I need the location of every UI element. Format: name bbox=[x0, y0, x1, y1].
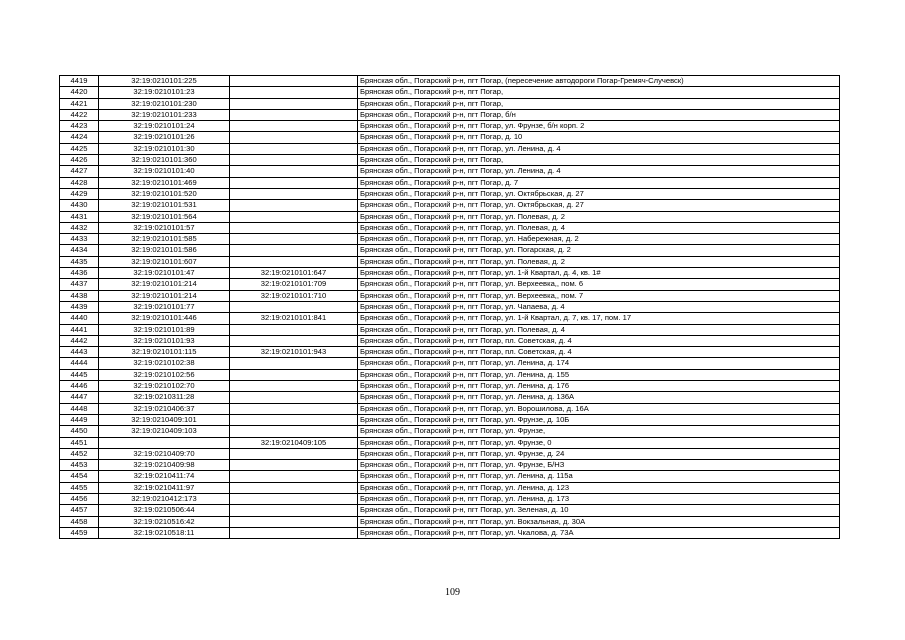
table-row bbox=[60, 460, 840, 471]
address-cell: Брянская обл., Погарский р-н, пгт Погар, ул. Октябрьская, д. 27 bbox=[358, 188, 840, 199]
cadastral-number-cell: 32:19:0210412:173 bbox=[99, 493, 230, 504]
object-cadastral-number-cell bbox=[230, 493, 358, 504]
row-number-cell: 4432 bbox=[60, 222, 99, 233]
row-number-cell: 4453 bbox=[60, 460, 99, 471]
cadastral-number-cell: 32:19:0210102:70 bbox=[99, 381, 230, 392]
address-cell: Брянская обл., Погарский р-н, пгт Погар, ул. Чкалова, д. 73А bbox=[358, 527, 840, 538]
table-row bbox=[60, 505, 840, 516]
table-row bbox=[60, 87, 840, 98]
cadastral-number-cell: 32:19:0210102:56 bbox=[99, 369, 230, 380]
cadastral-number-cell: 32:19:0210101:360 bbox=[99, 155, 230, 166]
row-number-cell: 4419 bbox=[60, 76, 99, 87]
address-cell: Брянская обл., Погарский р-н, пгт Погар, ул. Чапаева, д. 4 bbox=[358, 301, 840, 312]
cadastral-number-cell: 32:19:0210101:564 bbox=[99, 211, 230, 222]
address-cell: Брянская обл., Погарский р-н, пгт Погар, ул. Фрунзе, Б/НЗ bbox=[358, 460, 840, 471]
table-row bbox=[60, 369, 840, 380]
row-number-cell: 4427 bbox=[60, 166, 99, 177]
address-cell: Брянская обл., Погарский р-н, пгт Погар, ул. Ленина, д. 176 bbox=[358, 381, 840, 392]
row-number-cell: 4454 bbox=[60, 471, 99, 482]
table-row bbox=[60, 268, 840, 279]
row-number-cell: 4451 bbox=[60, 437, 99, 448]
object-cadastral-number-cell: 32:19:0210101:709 bbox=[230, 279, 358, 290]
object-cadastral-number-cell bbox=[230, 87, 358, 98]
table-row bbox=[60, 200, 840, 211]
object-cadastral-number-cell bbox=[230, 335, 358, 346]
cadastral-number-cell: 32:19:0210101:115 bbox=[99, 347, 230, 358]
address-cell: Брянская обл., Погарский р-н, пгт Погар, ул. Ленина, д. 4 bbox=[358, 143, 840, 154]
row-number-cell: 4435 bbox=[60, 256, 99, 267]
address-cell: Брянская обл., Погарский р-н, пгт Погар, ул. Ленина, д. 4 bbox=[358, 166, 840, 177]
cadastral-number-cell: 32:19:0210102:38 bbox=[99, 358, 230, 369]
table-row bbox=[60, 347, 840, 358]
object-cadastral-number-cell: 32:19:0210101:943 bbox=[230, 347, 358, 358]
table-row bbox=[60, 98, 840, 109]
object-cadastral-number-cell bbox=[230, 471, 358, 482]
table-row bbox=[60, 482, 840, 493]
row-number-cell: 4433 bbox=[60, 234, 99, 245]
table-row bbox=[60, 313, 840, 324]
cadastral-number-cell: 32:19:0210101:225 bbox=[99, 76, 230, 87]
address-cell: Брянская обл., Погарский р-н, пгт Погар, ул. Полевая, д. 2 bbox=[358, 256, 840, 267]
object-cadastral-number-cell bbox=[230, 516, 358, 527]
address-cell: Брянская обл., Погарский р-н, пгт Погар, ул. Полевая, д. 4 bbox=[358, 324, 840, 335]
cadastral-number-cell: 32:19:0210101:26 bbox=[99, 132, 230, 143]
object-cadastral-number-cell bbox=[230, 426, 358, 437]
row-number-cell: 4434 bbox=[60, 245, 99, 256]
row-number-cell: 4442 bbox=[60, 335, 99, 346]
cadastral-number-cell: 32:19:0210409:103 bbox=[99, 426, 230, 437]
cadastral-number-cell: 32:19:0210101:23 bbox=[99, 87, 230, 98]
address-cell: Брянская обл., Погарский р-н, пгт Погар, ул. Ленина, д. 155 bbox=[358, 369, 840, 380]
address-cell: Брянская обл., Погарский р-н, пгт Погар, bbox=[358, 98, 840, 109]
cadastral-number-cell: 32:19:0210101:47 bbox=[99, 268, 230, 279]
object-cadastral-number-cell bbox=[230, 358, 358, 369]
table-row bbox=[60, 132, 840, 143]
cadastral-number-cell: 32:19:0210101:89 bbox=[99, 324, 230, 335]
row-number-cell: 4450 bbox=[60, 426, 99, 437]
table-row bbox=[60, 290, 840, 301]
table-row bbox=[60, 437, 840, 448]
address-cell: Брянская обл., Погарский р-н, пгт Погар, ул. 1-й Квартал, д. 4, кв. 1# bbox=[358, 268, 840, 279]
address-cell: Брянская обл., Погарский р-н, пгт Погар, ул. Фрунзе, д. 10Б bbox=[358, 414, 840, 425]
object-cadastral-number-cell: 32:19:0210101:710 bbox=[230, 290, 358, 301]
row-number-cell: 4452 bbox=[60, 448, 99, 459]
address-cell: Брянская обл., Погарский р-н, пгт Погар, ул. Октябрьская, д. 27 bbox=[358, 200, 840, 211]
cadastral-number-cell: 32:19:0210409:101 bbox=[99, 414, 230, 425]
table-row bbox=[60, 222, 840, 233]
object-cadastral-number-cell: 32:19:0210101:841 bbox=[230, 313, 358, 324]
table-row bbox=[60, 177, 840, 188]
object-cadastral-number-cell bbox=[230, 381, 358, 392]
table-row bbox=[60, 211, 840, 222]
address-cell: Брянская обл., Погарский р-н, пгт Погар, ул. 1-й Квартал, д. 7, кв. 17, пом. 17 bbox=[358, 313, 840, 324]
address-cell: Брянская обл., Погарский р-н, пгт Погар, ул. Вокзальная, д. 30А bbox=[358, 516, 840, 527]
registry-table-body bbox=[60, 76, 840, 539]
table-row bbox=[60, 358, 840, 369]
address-cell: Брянская обл., Погарский р-н, пгт Погар, ул. Фрунзе, д. 24 bbox=[358, 448, 840, 459]
address-cell: Брянская обл., Погарский р-н, пгт Погар, bbox=[358, 155, 840, 166]
registry-table bbox=[59, 75, 840, 539]
table-row bbox=[60, 143, 840, 154]
row-number-cell: 4445 bbox=[60, 369, 99, 380]
table-row bbox=[60, 426, 840, 437]
object-cadastral-number-cell bbox=[230, 222, 358, 233]
row-number-cell: 4429 bbox=[60, 188, 99, 199]
object-cadastral-number-cell bbox=[230, 143, 358, 154]
row-number-cell: 4440 bbox=[60, 313, 99, 324]
address-cell: Брянская обл., Погарский р-н, пгт Погар, пл. Советская, д. 4 bbox=[358, 335, 840, 346]
cadastral-number-cell: 32:19:0210101:57 bbox=[99, 222, 230, 233]
object-cadastral-number-cell bbox=[230, 200, 358, 211]
object-cadastral-number-cell bbox=[230, 109, 358, 120]
object-cadastral-number-cell bbox=[230, 324, 358, 335]
row-number-cell: 4421 bbox=[60, 98, 99, 109]
object-cadastral-number-cell bbox=[230, 460, 358, 471]
row-number-cell: 4446 bbox=[60, 381, 99, 392]
address-cell: Брянская обл., Погарский р-н, пгт Погар, ул. Верхеевка,, пом. 7 bbox=[358, 290, 840, 301]
cadastral-number-cell: 32:19:0210101:30 bbox=[99, 143, 230, 154]
cadastral-number-cell: 32:19:0210101:233 bbox=[99, 109, 230, 120]
address-cell: Брянская обл., Погарский р-н, пгт Погар, ул. Фрунзе, 0 bbox=[358, 437, 840, 448]
address-cell: Брянская обл., Погарский р-н, пгт Погар, пл. Советская, д. 4 bbox=[358, 347, 840, 358]
object-cadastral-number-cell bbox=[230, 211, 358, 222]
row-number-cell: 4448 bbox=[60, 403, 99, 414]
object-cadastral-number-cell bbox=[230, 482, 358, 493]
cadastral-number-cell: 32:19:0210101:77 bbox=[99, 301, 230, 312]
row-number-cell: 4441 bbox=[60, 324, 99, 335]
object-cadastral-number-cell bbox=[230, 76, 358, 87]
object-cadastral-number-cell bbox=[230, 98, 358, 109]
row-number-cell: 4444 bbox=[60, 358, 99, 369]
table-row bbox=[60, 324, 840, 335]
object-cadastral-number-cell: 32:19:0210409:105 bbox=[230, 437, 358, 448]
object-cadastral-number-cell bbox=[230, 301, 358, 312]
object-cadastral-number-cell bbox=[230, 188, 358, 199]
row-number-cell: 4458 bbox=[60, 516, 99, 527]
cadastral-number-cell: 32:19:0210311:28 bbox=[99, 392, 230, 403]
row-number-cell: 4422 bbox=[60, 109, 99, 120]
row-number-cell: 4447 bbox=[60, 392, 99, 403]
cadastral-number-cell: 32:19:0210101:446 bbox=[99, 313, 230, 324]
cadastral-number-cell: 32:19:0210411:97 bbox=[99, 482, 230, 493]
cadastral-number-cell: 32:19:0210101:24 bbox=[99, 121, 230, 132]
address-cell: Брянская обл., Погарский р-н, пгт Погар, д. 10 bbox=[358, 132, 840, 143]
table-row bbox=[60, 279, 840, 290]
object-cadastral-number-cell bbox=[230, 166, 358, 177]
table-row bbox=[60, 335, 840, 346]
table-row bbox=[60, 301, 840, 312]
table-row bbox=[60, 403, 840, 414]
address-cell: Брянская обл., Погарский р-н, пгт Погар, ул. Ленина, д. 123 bbox=[358, 482, 840, 493]
cadastral-number-cell: 32:19:0210101:585 bbox=[99, 234, 230, 245]
row-number-cell: 4439 bbox=[60, 301, 99, 312]
address-cell: Брянская обл., Погарский р-н, пгт Погар, ул. Погарская, д. 2 bbox=[358, 245, 840, 256]
table-row bbox=[60, 76, 840, 87]
object-cadastral-number-cell bbox=[230, 505, 358, 516]
cadastral-number-cell: 32:19:0210516:42 bbox=[99, 516, 230, 527]
row-number-cell: 4425 bbox=[60, 143, 99, 154]
object-cadastral-number-cell bbox=[230, 245, 358, 256]
table-row bbox=[60, 256, 840, 267]
object-cadastral-number-cell: 32:19:0210101:647 bbox=[230, 268, 358, 279]
address-cell: Брянская обл., Погарский р-н, пгт Погар, bbox=[358, 87, 840, 98]
cadastral-number-cell: 32:19:0210101:230 bbox=[99, 98, 230, 109]
address-cell: Брянская обл., Погарский р-н, пгт Погар, д. 7 bbox=[358, 177, 840, 188]
object-cadastral-number-cell bbox=[230, 403, 358, 414]
row-number-cell: 4428 bbox=[60, 177, 99, 188]
object-cadastral-number-cell bbox=[230, 132, 358, 143]
table-row bbox=[60, 121, 840, 132]
row-number-cell: 4430 bbox=[60, 200, 99, 211]
row-number-cell: 4424 bbox=[60, 132, 99, 143]
cadastral-number-cell: 32:19:0210409:98 bbox=[99, 460, 230, 471]
cadastral-number-cell: 32:19:0210411:74 bbox=[99, 471, 230, 482]
address-cell: Брянская обл., Погарский р-н, пгт Погар, (пересечение автодороги Погар-Гремяч-Случевск) bbox=[358, 76, 840, 87]
cadastral-number-cell: 32:19:0210101:40 bbox=[99, 166, 230, 177]
address-cell: Брянская обл., Погарский р-н, пгт Погар, ул. Полевая, д. 4 bbox=[358, 222, 840, 233]
address-cell: Брянская обл., Погарский р-н, пгт Погар, ул. Ленина, д. 136А bbox=[358, 392, 840, 403]
table-row bbox=[60, 155, 840, 166]
cadastral-number-cell: 32:19:0210101:531 bbox=[99, 200, 230, 211]
table-row bbox=[60, 448, 840, 459]
table-row bbox=[60, 188, 840, 199]
object-cadastral-number-cell bbox=[230, 414, 358, 425]
object-cadastral-number-cell bbox=[230, 256, 358, 267]
row-number-cell: 4443 bbox=[60, 347, 99, 358]
table-row bbox=[60, 516, 840, 527]
address-cell: Брянская обл., Погарский р-н, пгт Погар, ул. Ворошилова, д. 16А bbox=[358, 403, 840, 414]
cadastral-number-cell: 32:19:0210101:607 bbox=[99, 256, 230, 267]
cadastral-number-cell: 32:19:0210101:469 bbox=[99, 177, 230, 188]
object-cadastral-number-cell bbox=[230, 448, 358, 459]
address-cell: Брянская обл., Погарский р-н, пгт Погар, ул. Зеленая, д. 10 bbox=[358, 505, 840, 516]
address-cell: Брянская обл., Погарский р-н, пгт Погар, ул. Полевая, д. 2 bbox=[358, 211, 840, 222]
table-row bbox=[60, 166, 840, 177]
cadastral-number-cell: 32:19:0210406:37 bbox=[99, 403, 230, 414]
page-number: 109 bbox=[445, 587, 460, 598]
row-number-cell: 4436 bbox=[60, 268, 99, 279]
table-row bbox=[60, 527, 840, 538]
address-cell: Брянская обл., Погарский р-н, пгт Погар, ул. Ленина, д. 115а bbox=[358, 471, 840, 482]
table-row bbox=[60, 414, 840, 425]
cadastral-number-cell: 32:19:0210506:44 bbox=[99, 505, 230, 516]
object-cadastral-number-cell bbox=[230, 369, 358, 380]
address-cell: Брянская обл., Погарский р-н, пгт Погар, ул. Набережная, д. 2 bbox=[358, 234, 840, 245]
address-cell: Брянская обл., Погарский р-н, пгт Погар, ул. Верхеевка,, пом. 6 bbox=[358, 279, 840, 290]
address-cell: Брянская обл., Погарский р-н, пгт Погар, ул. Фрунзе, б/н корп. 2 bbox=[358, 121, 840, 132]
row-number-cell: 4457 bbox=[60, 505, 99, 516]
object-cadastral-number-cell bbox=[230, 155, 358, 166]
address-cell: Брянская обл., Погарский р-н, пгт Погар, ул. Ленина, д. 174 bbox=[358, 358, 840, 369]
row-number-cell: 4423 bbox=[60, 121, 99, 132]
row-number-cell: 4438 bbox=[60, 290, 99, 301]
row-number-cell: 4449 bbox=[60, 414, 99, 425]
cadastral-number-cell: 32:19:0210101:520 bbox=[99, 188, 230, 199]
address-cell: Брянская обл., Погарский р-н, пгт Погар, ул. Ленина, д. 173 bbox=[358, 493, 840, 504]
table-row bbox=[60, 392, 840, 403]
table-row bbox=[60, 109, 840, 120]
table-row bbox=[60, 493, 840, 504]
address-cell: Брянская обл., Погарский р-н, пгт Погар, б/н bbox=[358, 109, 840, 120]
cadastral-number-cell bbox=[99, 437, 230, 448]
cadastral-number-cell: 32:19:0210409:70 bbox=[99, 448, 230, 459]
row-number-cell: 4459 bbox=[60, 527, 99, 538]
row-number-cell: 4456 bbox=[60, 493, 99, 504]
row-number-cell: 4420 bbox=[60, 87, 99, 98]
cadastral-number-cell: 32:19:0210101:214 bbox=[99, 279, 230, 290]
cadastral-number-cell: 32:19:0210101:214 bbox=[99, 290, 230, 301]
cadastral-number-cell: 32:19:0210101:586 bbox=[99, 245, 230, 256]
object-cadastral-number-cell bbox=[230, 527, 358, 538]
row-number-cell: 4437 bbox=[60, 279, 99, 290]
object-cadastral-number-cell bbox=[230, 121, 358, 132]
object-cadastral-number-cell bbox=[230, 177, 358, 188]
table-row bbox=[60, 381, 840, 392]
object-cadastral-number-cell bbox=[230, 392, 358, 403]
table-row bbox=[60, 245, 840, 256]
row-number-cell: 4455 bbox=[60, 482, 99, 493]
table-row bbox=[60, 234, 840, 245]
row-number-cell: 4431 bbox=[60, 211, 99, 222]
cadastral-number-cell: 32:19:0210518:11 bbox=[99, 527, 230, 538]
object-cadastral-number-cell bbox=[230, 234, 358, 245]
table-row bbox=[60, 471, 840, 482]
row-number-cell: 4426 bbox=[60, 155, 99, 166]
address-cell: Брянская обл., Погарский р-н, пгт Погар, ул. Фрунзе, bbox=[358, 426, 840, 437]
cadastral-number-cell: 32:19:0210101:93 bbox=[99, 335, 230, 346]
